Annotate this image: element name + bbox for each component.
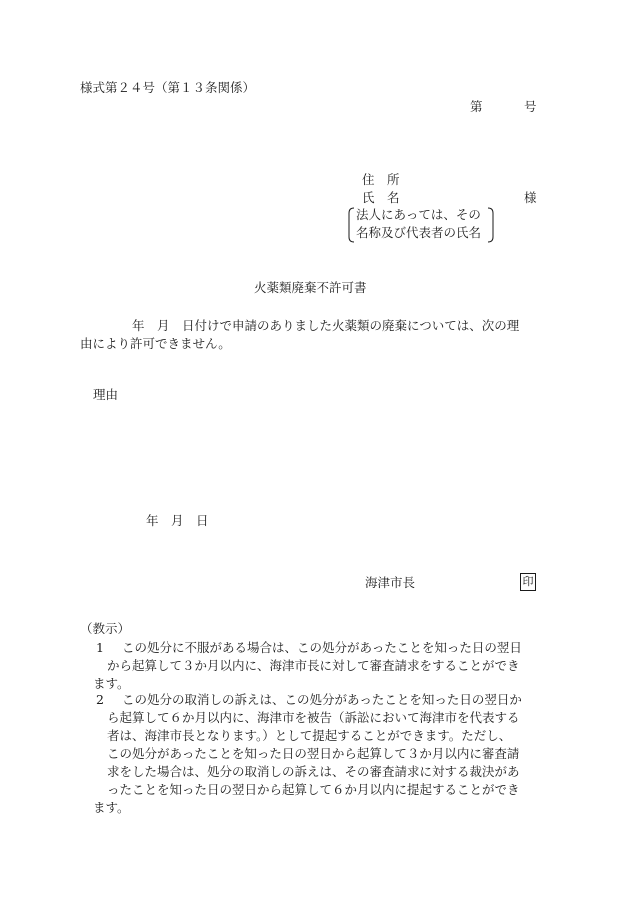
notice-item2-line: 求をした場合は、処分の取消しの訴えは、その審査請求に対する裁決があ [107,764,520,779]
name-label: 氏 名 [362,190,400,205]
notice-item2-line: ら起算して６か月以内に、海津市を被告（訴訟において海津市を代表する [107,710,520,725]
body-text-line2: 由により許可できません。 [80,336,231,351]
notice-item1-number: 1 [96,640,104,655]
notice-item2-line: ます。 [93,800,130,815]
document-title: 火薬類廃棄不許可書 [254,280,367,295]
body-text-line1 [80,318,519,334]
notice-item1-line: から起算して３か月以内に、海津市長に対して審査請求をすることができ [107,658,520,673]
notice-item2-line: ったことを知った日の翌日から起算して６か月以内に提起することができ [107,782,520,797]
document-number-suffix: 号 [524,99,537,114]
issuer-title: 海津市長 [365,575,416,590]
document-number-prefix: 第 [470,99,483,114]
corporate-note-line1: 法人にあっては、その [356,207,481,222]
honorific: 様 [524,190,537,205]
notice-item2-line: 者は、海津市長となります。）として提起することができます。ただし、 [107,728,512,743]
notice-heading: （教示） [80,621,131,636]
notice-item2-line: この処分の取消しの訴えは、この処分があったことを知った日の翌日か [122,692,522,707]
seal-mark: 印 [520,573,536,591]
corporate-note-line2: 名称及び代表者の氏名 [356,225,482,240]
address-label: 住 所 [362,172,400,187]
notice-item1-line: この処分に不服がある場合は、この処分があったことを知った日の翌日 [122,640,522,655]
issue-date: 年 月 日 [146,513,209,528]
notice-item2-number: 2 [96,692,104,707]
notice-item2-line: この処分があったことを知った日の翌日から起算して３か月以内に審査請 [107,746,520,761]
form-number: 様式第２４号（第１３条関係） [80,80,256,95]
notice-item1-line: ます。 [93,676,130,691]
body-text-line1-content: 年 月 日付けで申請のありました火薬類の廃棄については、次の理 [132,318,520,333]
reason-label: 理由 [93,387,119,402]
